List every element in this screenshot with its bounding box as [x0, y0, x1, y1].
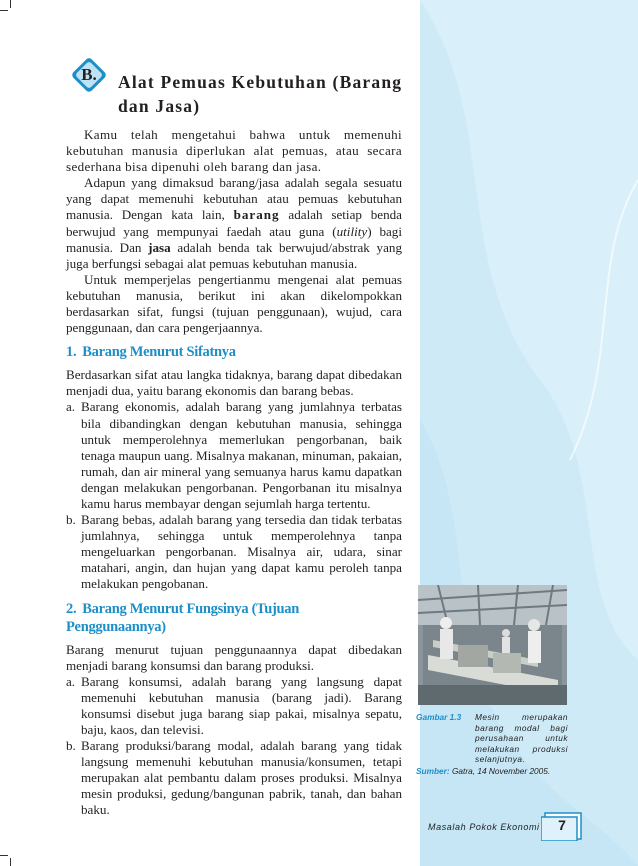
list-marker: a.	[66, 673, 76, 689]
section-letter: B.	[81, 65, 97, 84]
subsection-1-list	[66, 399, 402, 592]
intro-text: adalah benda tak berwujud/abstrak yang juga berfungsi sebagai alat pemuas kebutuhan manusia.	[66, 239, 402, 271]
list-marker: a.	[66, 399, 76, 415]
term-utility: utility	[336, 223, 368, 239]
list-item-text: Barang produksi/barang modal, adalah barang yang tidak langsung memenuhi kebutuhan manusia/konsumen, tetapi merupakan alat pembantu dalam proses produksi. Misalnya mesin produksi, gedung/bangunan pabrik, tanah, dan bahan baku.	[81, 738, 402, 818]
intro-paragraph-3: Untuk memperjelas pengertianmu mengenai alat pemuas kebutuhan manusia, berikut ini akan dikelompokkan berdasarkan sifat, fungsi (tujuan penggunaan), wujud, cara penggunaan, dan cara pengerjaannya.	[66, 271, 402, 336]
subsection-2-heading	[66, 600, 402, 636]
source-text: Gatra, 14 November 2005.	[451, 766, 551, 776]
figure-label: Gambar 1.3	[416, 712, 462, 722]
subsection-1-number: 1.	[66, 344, 77, 361]
intro-text: Adapun yang dimaksud barang/jasa adalah segala sesuatu yang dapat memenuhi kebutuhan atau pemuas kebutuhan manusia. Dengan kata lain,	[66, 175, 402, 223]
subsection-2-title: Barang Menurut Fungsinya (Tujuan Penggunaannya)	[66, 600, 299, 635]
list-item	[66, 512, 402, 592]
crop-mark	[0, 10, 8, 11]
intro-text: ) bagi manusia. Dan	[66, 223, 402, 255]
page-number-box	[541, 811, 583, 841]
term-barang: barang	[233, 207, 280, 223]
list-item-text: Barang konsumsi, adalah barang yang langsung dapat memenuhi kebutuhan manusia (barang jadi). Barang konsumsi disebut juga barang siap pakai, misalnya sepatu, baju, kaos, dan televisi.	[81, 673, 402, 737]
list-item-text: Barang bebas, adalah barang yang tersedia dan tidak terbatas jumlahnya, sehingga untuk memperolehnya tanpa mengeluarkan pengorbanan. Misalnya air, udara, sinar matahari, angin, dan hujan yang dapat kamu peroleh tanpa melakukan pengobanan.	[81, 512, 402, 592]
subsection-2-list	[66, 674, 402, 819]
crop-mark	[10, 858, 11, 866]
term-jasa: jasa	[148, 239, 171, 255]
subsection-1-lead: Berdasarkan sifat atau langka tidaknya, barang dapat dibedakan menjadi dua, yaitu barang ekonomis dan barang bebas.	[66, 367, 402, 399]
figure-caption	[416, 712, 568, 765]
figure-source	[416, 766, 576, 776]
subsection-1-title: Barang Menurut Sifatnya	[82, 344, 236, 361]
list-marker: b.	[66, 738, 76, 754]
factory-machine-image	[418, 585, 567, 705]
list-item-text: Barang ekonomis, adalah barang yang jumlahnya terbatas bila dibandingkan dengan kebutuhan manusia, sehingga untuk memperolehnya memerlukan pengorbanan, baik tenaga maupun uang. Misalnya makanan, minuman, pakaian, rumah, dan air mineral yang semuanya harus kamu dapatkan dengan melakukan pengorbanan. Pengorbanan itu misalnya kamu harus membayar dengan sejumlah harga tertentu.	[81, 399, 402, 511]
list-item	[66, 399, 402, 512]
crop-mark	[0, 855, 8, 856]
intro-paragraph-2	[66, 175, 402, 272]
subsection-2-lead: Barang menurut tujuan penggunaannya dapat dibedakan menjadi barang konsumsi dan barang produksi.	[66, 641, 402, 673]
figure-caption-text: Mesin merupakan barang modal bagi perusahaan untuk melakukan produksi selanjutnya.	[475, 712, 568, 764]
list-item	[66, 738, 402, 818]
section-badge	[69, 55, 109, 95]
subsection-1-heading	[66, 343, 402, 361]
running-footer-title: Masalah Pokok Ekonomi	[428, 822, 540, 832]
page-number: 7	[558, 817, 566, 833]
list-marker: b.	[66, 512, 76, 528]
source-label: Sumber:	[416, 766, 450, 776]
factory-photo	[418, 585, 567, 705]
intro-paragraph-1: Kamu telah mengetahui bahwa untuk memenuhi kebutuhan manusia diperlukan alat pemuas, atau secara sederhana bisa dipenuhi oleh barang dan jasa.	[66, 127, 402, 175]
crop-mark	[10, 0, 11, 8]
list-item	[66, 674, 402, 738]
section-title: Alat Pemuas Kebutuhan (Barang dan Jasa)	[118, 72, 403, 116]
intro-text: adalah setiap benda berwujud yang mempunyai faedah atau guna (	[66, 207, 402, 239]
main-content	[66, 127, 402, 819]
subsection-2-number: 2.	[66, 600, 77, 617]
